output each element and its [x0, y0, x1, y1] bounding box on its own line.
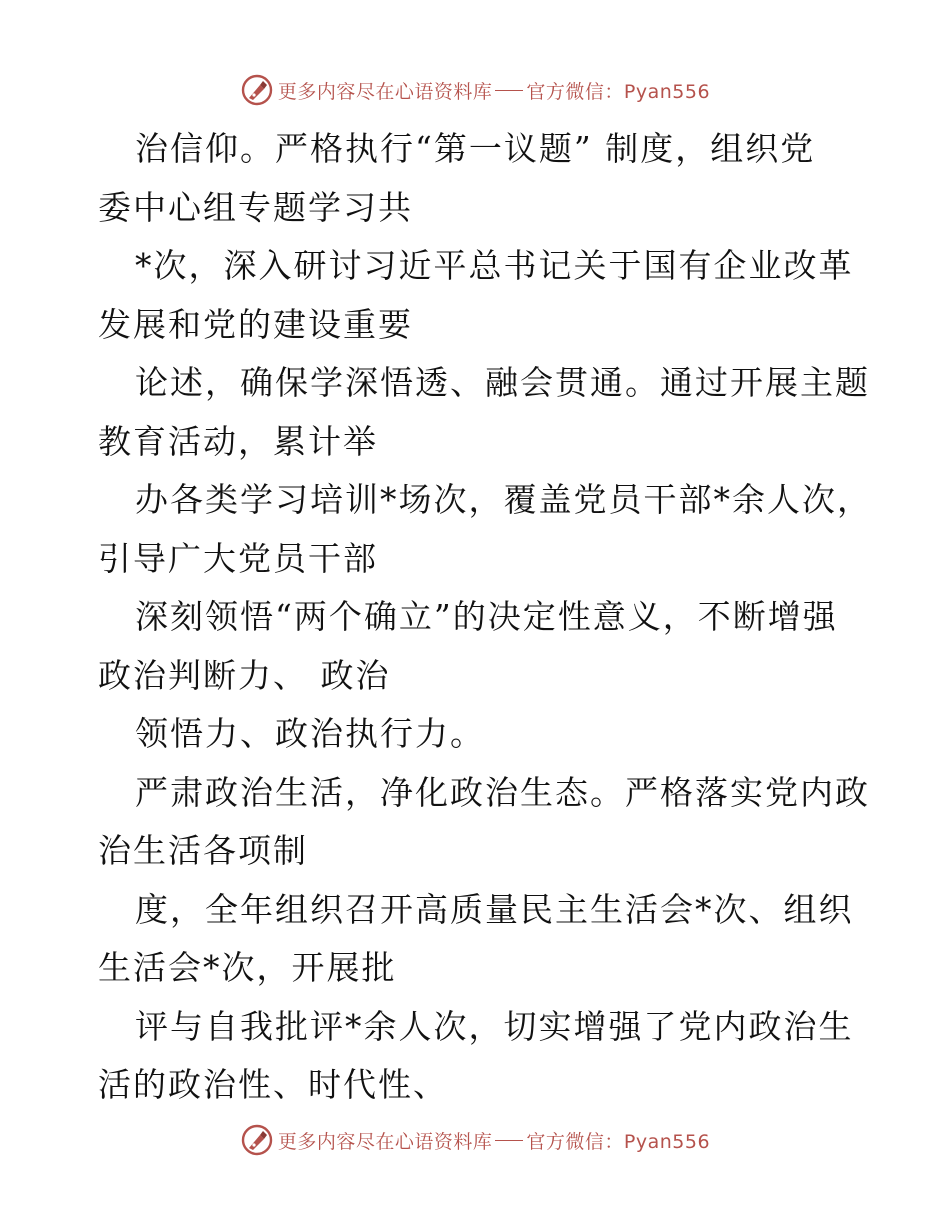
text-line-15: 生活会*次，开展批 — [98, 948, 397, 987]
text-line-7: 办各类学习培训*场次，覆盖党员干部*余人次， — [135, 480, 872, 519]
text-line-1: 治信仰。严格执行“第一议题” 制度，组织党 — [135, 129, 816, 168]
watermark-text-lead: 更多内容尽在心语资料库 — [277, 80, 493, 103]
text-line-14: 度，全年组织召开高质量民主生活会*次、组织 — [135, 889, 854, 929]
text-line-13: 治生活各项制 — [98, 831, 308, 870]
watermark-divider — [495, 90, 523, 91]
watermark-text-lead: 更多内容尽在心语资料库 — [277, 1130, 493, 1153]
footer-watermark — [0, 1120, 950, 1160]
text-line-11: 领悟力、政治执行力。 — [135, 714, 485, 753]
text-line-12: 严肃政治生活，净化政治生态。严格落实党内政 — [135, 772, 870, 812]
pen-nib-circle-icon — [240, 1123, 274, 1157]
watermark-text-tail: 官方微信：Pyan556 — [526, 80, 711, 103]
header-watermark — [0, 70, 950, 110]
text-line-16: 评与自我批评*余人次，切实增强了党内政治生 — [135, 1006, 854, 1046]
text-line-3: *次，深入研讨习近平总书记关于国有企业改革 — [135, 246, 854, 285]
text-line-10: 政治判断力、 政治 — [98, 655, 391, 695]
text-line-17: 活的政治性、时代性、 — [98, 1065, 448, 1104]
pen-nib-circle-icon — [240, 73, 274, 107]
text-line-6: 教育活动，累计举 — [98, 421, 378, 461]
text-line-5: 论述，确保学深悟透、融会贯通。通过开展主题 — [135, 363, 870, 402]
text-line-2: 委中心组专题学习共 — [98, 187, 413, 227]
text-line-8: 引导广大党员干部 — [98, 538, 378, 578]
watermark-text-tail: 官方微信：Pyan556 — [526, 1130, 711, 1153]
watermark-divider — [495, 1140, 523, 1141]
document-body — [98, 120, 872, 1115]
text-line-4: 发展和党的建设重要 — [98, 304, 413, 344]
text-line-9: 深刻领悟“两个确立”的决定性意义，不断增强 — [135, 597, 838, 636]
